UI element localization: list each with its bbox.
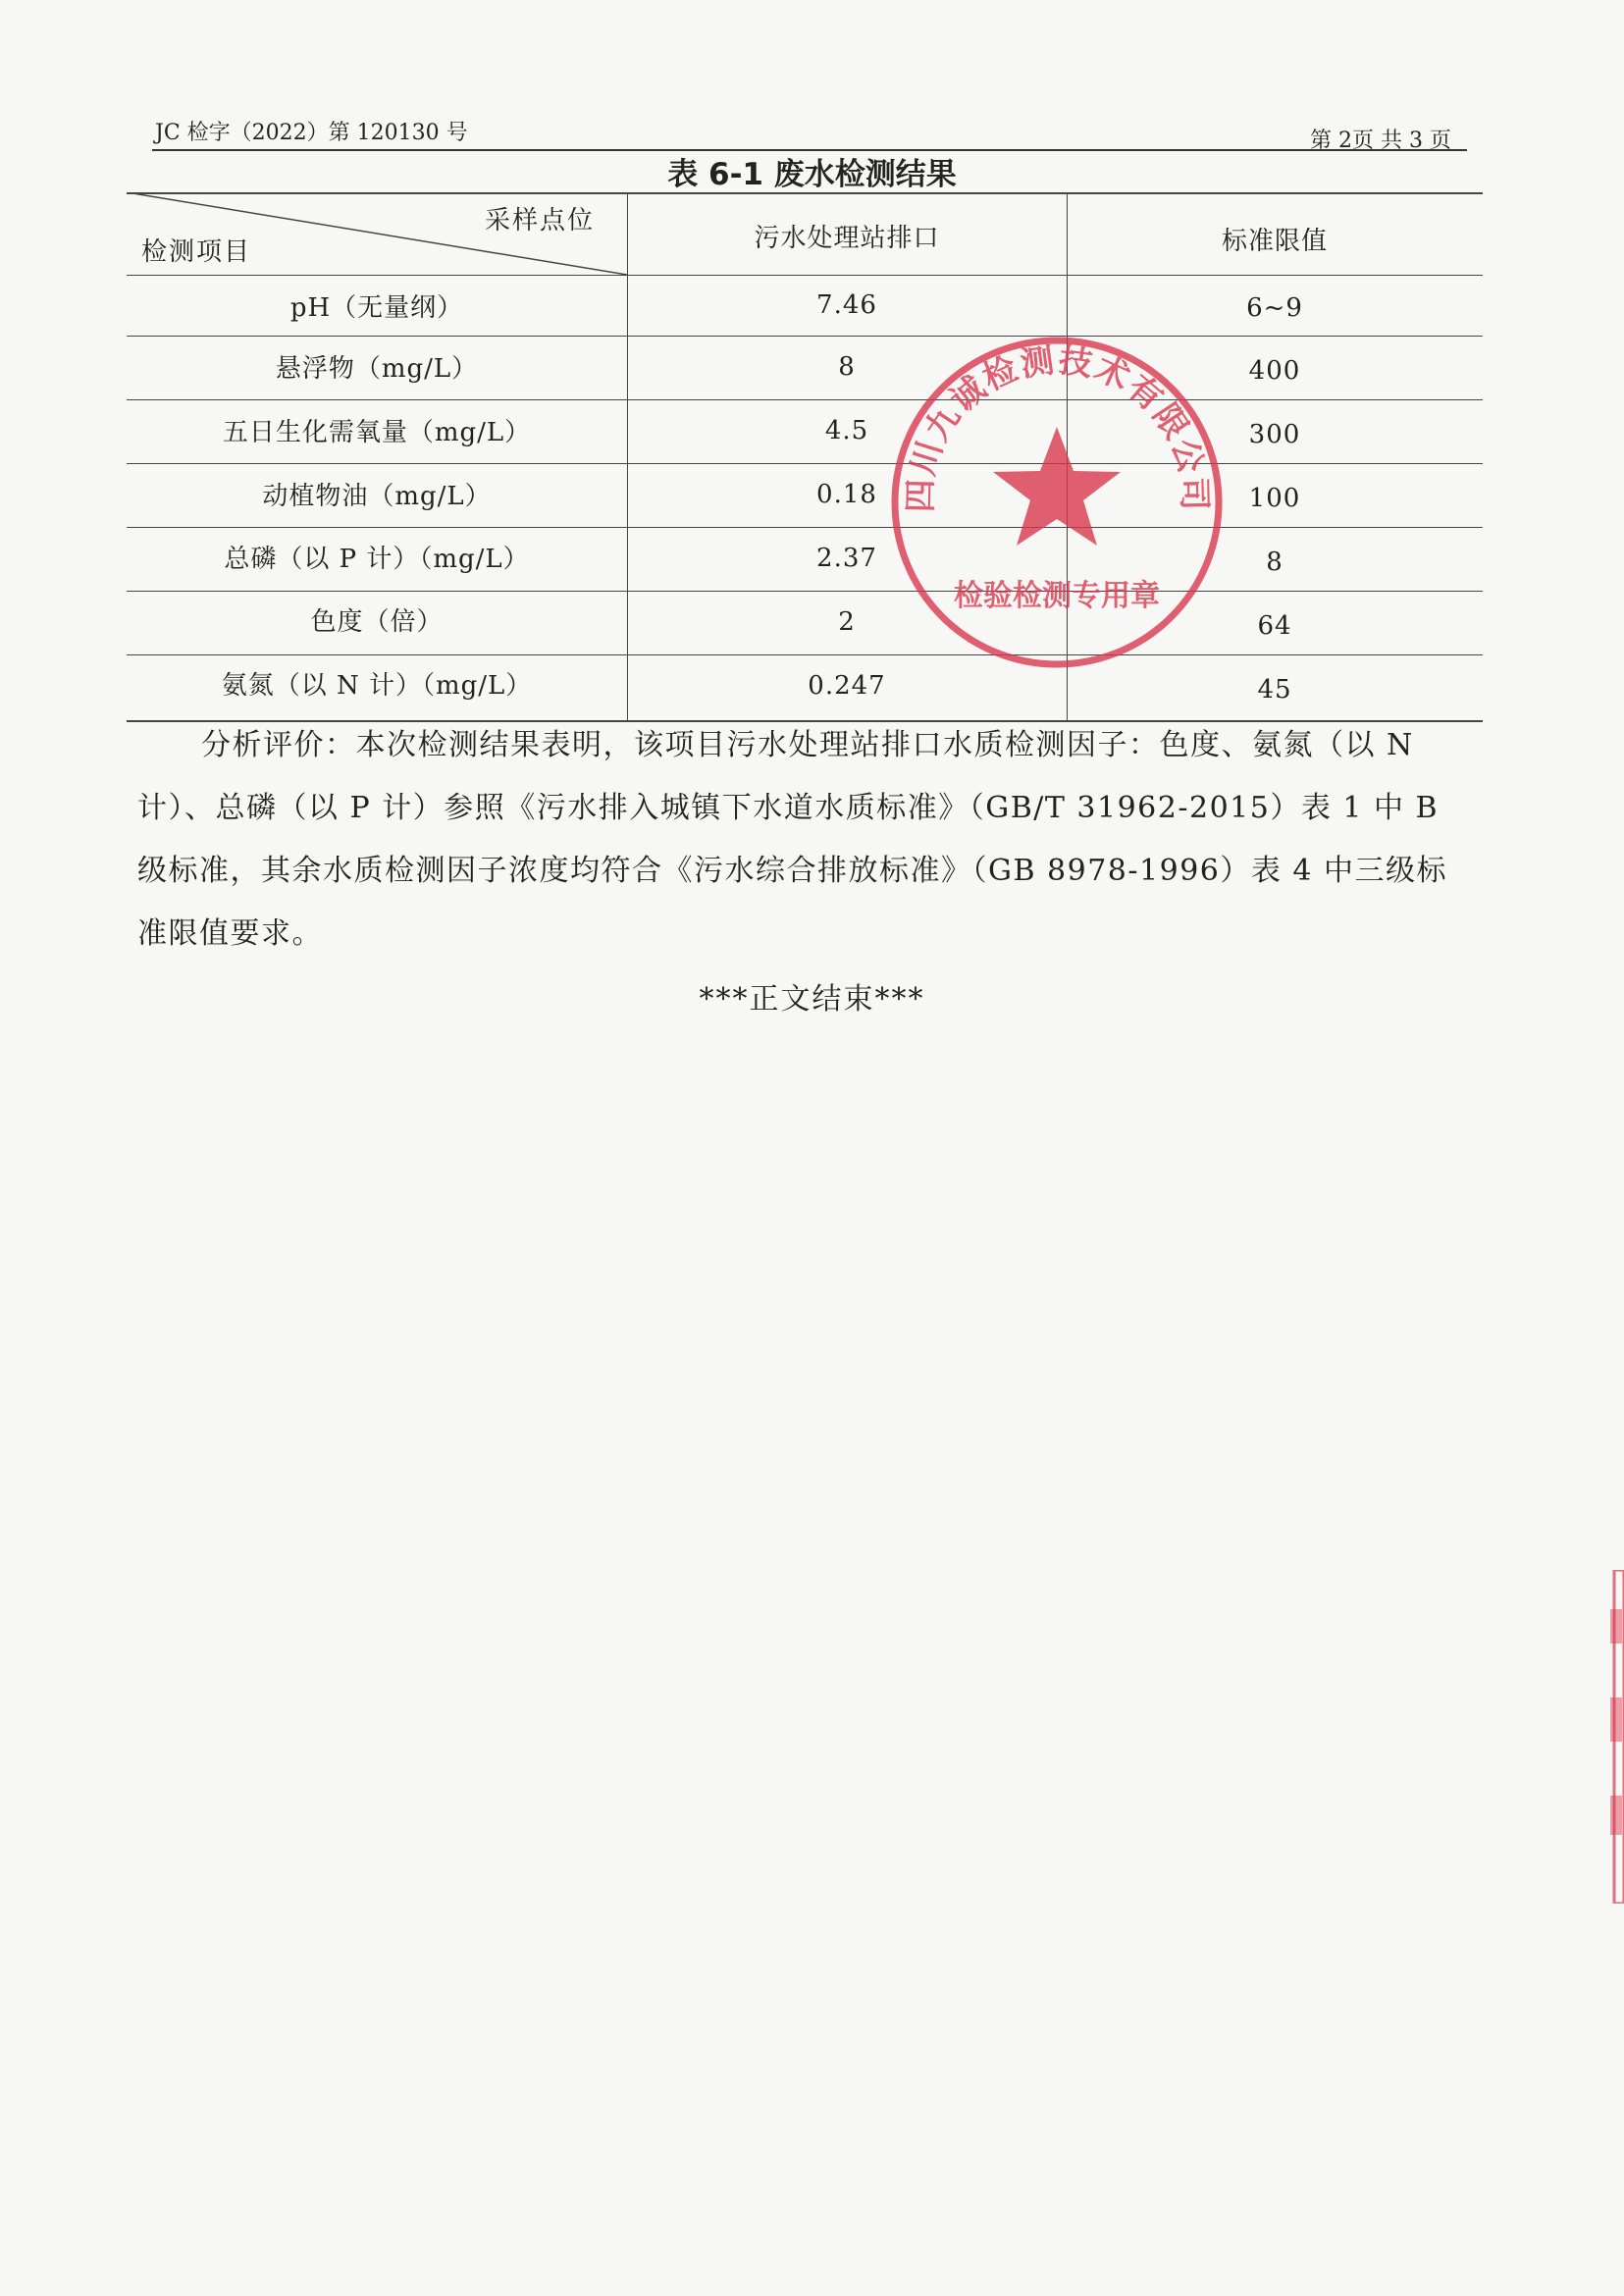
item-cell: 动植物油（mg/L） bbox=[262, 482, 492, 511]
row-divider bbox=[127, 527, 1483, 528]
result-cell: 0.18 bbox=[816, 480, 877, 509]
item-cell: 色度（倍） bbox=[310, 607, 444, 637]
result-cell: 2 bbox=[838, 607, 856, 637]
item-cell: 总磷（以 P 计）（mg/L） bbox=[224, 545, 530, 574]
results-table bbox=[127, 192, 1483, 722]
row-divider bbox=[127, 591, 1483, 592]
item-cell: 氨氮（以 N 计）（mg/L） bbox=[221, 671, 533, 701]
stamp-company-text: 四川九诚检测技术有限公司 bbox=[901, 340, 1214, 513]
result-cell: 2.37 bbox=[816, 544, 877, 573]
report-number: JC 检字（2022）第 120130 号 bbox=[155, 121, 468, 145]
item-cell: 悬浮物（mg/L） bbox=[275, 354, 479, 384]
limit-cell: 6~9 bbox=[1246, 293, 1303, 323]
edge-seal-fragment bbox=[1604, 1570, 1624, 1904]
page-info: 第 2页 共 3 页 bbox=[1310, 129, 1451, 153]
column-divider bbox=[627, 192, 628, 720]
limit-cell: 400 bbox=[1248, 356, 1301, 386]
item-cell: pH（无量纲） bbox=[289, 293, 464, 323]
row-divider bbox=[127, 399, 1483, 400]
item-cell: 五日生化需氧量（mg/L） bbox=[222, 418, 532, 447]
result-cell: 7.46 bbox=[816, 290, 877, 320]
result-cell: 8 bbox=[838, 352, 856, 382]
table-title: 表 6-1 废水检测结果 bbox=[667, 157, 957, 192]
column-header-limit: 标准限值 bbox=[1221, 227, 1328, 256]
corner-header-sampling-point: 采样点位 bbox=[485, 206, 596, 235]
row-divider bbox=[127, 654, 1483, 655]
stamp-purpose-text: 检验检测专用章 bbox=[954, 579, 1160, 613]
limit-cell: 8 bbox=[1266, 548, 1283, 577]
analysis-paragraph bbox=[137, 714, 1472, 965]
row-divider bbox=[127, 463, 1483, 464]
limit-cell: 64 bbox=[1257, 611, 1292, 641]
column-divider bbox=[1067, 192, 1068, 720]
column-header-outlet: 污水处理站排口 bbox=[754, 224, 940, 253]
limit-cell: 100 bbox=[1248, 484, 1301, 513]
limit-cell: 300 bbox=[1248, 420, 1301, 449]
limit-cell: 45 bbox=[1257, 675, 1292, 704]
result-cell: 0.247 bbox=[808, 671, 886, 701]
corner-header-test-item: 检测项目 bbox=[141, 237, 252, 267]
analysis-text: 分析评价：本次检测结果表明，该项目污水处理站排口水质检测因子：色度、氨氮（以 N 计）、总磷（以 P 计）参照《污水排入城镇下水道水质标准》（GB/T 31962-2015）表 1 中 B 级标准，其余水质检测因子浓度均符合《污水综合排放标准》（GB 8978-1996）表 4 中三级标准限值要求。 bbox=[137, 728, 1448, 951]
row-divider bbox=[127, 336, 1483, 337]
end-of-text-mark: ***正文结束*** bbox=[699, 982, 925, 1017]
result-cell: 4.5 bbox=[824, 416, 869, 445]
